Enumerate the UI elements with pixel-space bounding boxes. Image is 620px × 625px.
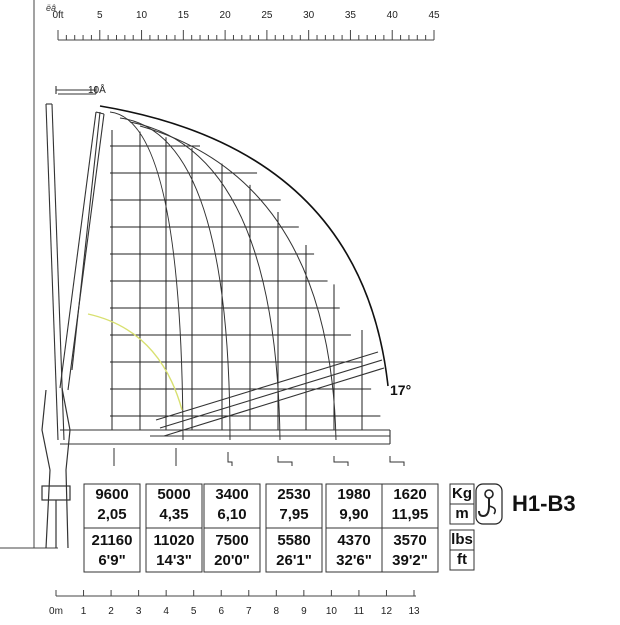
top-scale-tick-label: 20: [219, 10, 231, 21]
load-table-cell-kg: 1980: [337, 486, 371, 503]
top-scale-tick-label: 10: [135, 10, 148, 21]
bottom-scale-tick-label: 6: [218, 606, 225, 617]
bottom-scale-tick-label: 13: [408, 606, 420, 617]
corner-mark: ëâ: [46, 3, 57, 13]
top-scale-tick-label: 40: [386, 10, 398, 21]
load-table-cell-ft: 20'0": [214, 552, 250, 569]
load-table-cell-m: 6,10: [217, 506, 247, 523]
top-scale-tick-label: 15: [177, 10, 189, 21]
top-scale-tick-label: 35: [344, 10, 357, 21]
load-table-cell-ft: 39'2": [392, 552, 428, 569]
unit-ft: ft: [457, 551, 467, 568]
model-label: H1-B3: [512, 491, 576, 516]
top-scale-tick-label: 0ft: [52, 10, 64, 21]
load-table-cell-ft: 26'1": [276, 552, 312, 569]
angled-boom-arm: [156, 352, 384, 436]
bottom-scale-tick-label: 3: [135, 606, 142, 617]
bottom-scale-tick-label: 2: [108, 606, 114, 617]
load-table-cell-m: 11,95: [391, 506, 429, 523]
top-dimension-label: 10Å: [88, 85, 106, 96]
load-table-cell-lbs: 3570: [393, 532, 427, 549]
bottom-scale-tick-label: 10: [325, 606, 337, 617]
load-table-cell-kg: 1620: [393, 486, 427, 503]
horizontal-boom-arm: [60, 430, 390, 444]
load-table-cell-ft: 14'3": [156, 552, 192, 569]
crane-column: [42, 388, 70, 548]
reach-envelope-arc: [100, 106, 388, 386]
bottom-scale-tick-label: 5: [190, 606, 197, 617]
boom-angle-label: 17°: [390, 382, 412, 398]
bottom-scale-tick-label: 7: [245, 606, 252, 617]
bottom-scale-tick-label: 12: [380, 606, 393, 617]
load-table-cell-m: 2,05: [97, 506, 127, 523]
load-table-cell-lbs: 5580: [277, 532, 311, 549]
boom-curve-2: [120, 118, 230, 440]
load-table-cell-lbs: 11020: [153, 532, 195, 549]
load-table-cell-kg: 5000: [157, 486, 191, 503]
bottom-meter-scale: [49, 590, 420, 617]
load-table-cell-lbs: 21160: [91, 532, 133, 549]
load-table-cell-m: 4,35: [159, 506, 189, 523]
crane-hook-icon: [476, 484, 502, 524]
load-table-cell-kg: 9600: [95, 486, 129, 503]
bottom-scale-tick-label: 11: [353, 606, 365, 617]
bottom-scale-tick-label: 8: [273, 606, 280, 617]
top-scale-tick-label: 30: [303, 10, 315, 21]
boom-curve-1: [110, 112, 183, 440]
unit-kg: Kg: [452, 485, 472, 502]
bottom-scale-tick-label: 0m: [49, 606, 63, 617]
bottom-scale-tick-label: 4: [163, 606, 169, 617]
load-table-cell-kg: 2530: [277, 486, 311, 503]
load-table-cell-ft: 6'9": [98, 552, 126, 569]
load-table-cell-ft: 32'6": [336, 552, 372, 569]
top-scale-tick-label: 5: [96, 10, 103, 21]
load-table-cell-m: 7,95: [279, 506, 309, 523]
load-table-cell-kg: 3400: [215, 486, 249, 503]
reach-grid: [110, 130, 380, 430]
unit-lbs: lbs: [451, 531, 473, 548]
vertical-boom-arm: [46, 86, 104, 440]
load-table-cell-m: 9,90: [339, 506, 369, 523]
unit-m: m: [455, 505, 469, 522]
load-table-cell-lbs: 4370: [337, 532, 371, 549]
leader-lines: [114, 448, 404, 466]
bottom-scale-tick-label: 9: [301, 606, 307, 617]
top-feet-scale: [52, 10, 440, 40]
top-scale-tick-label: 25: [261, 10, 273, 21]
top-scale-tick-label: 45: [428, 10, 440, 21]
bottom-scale-tick-label: 1: [80, 606, 87, 617]
load-table-cell-lbs: 7500: [215, 532, 249, 549]
